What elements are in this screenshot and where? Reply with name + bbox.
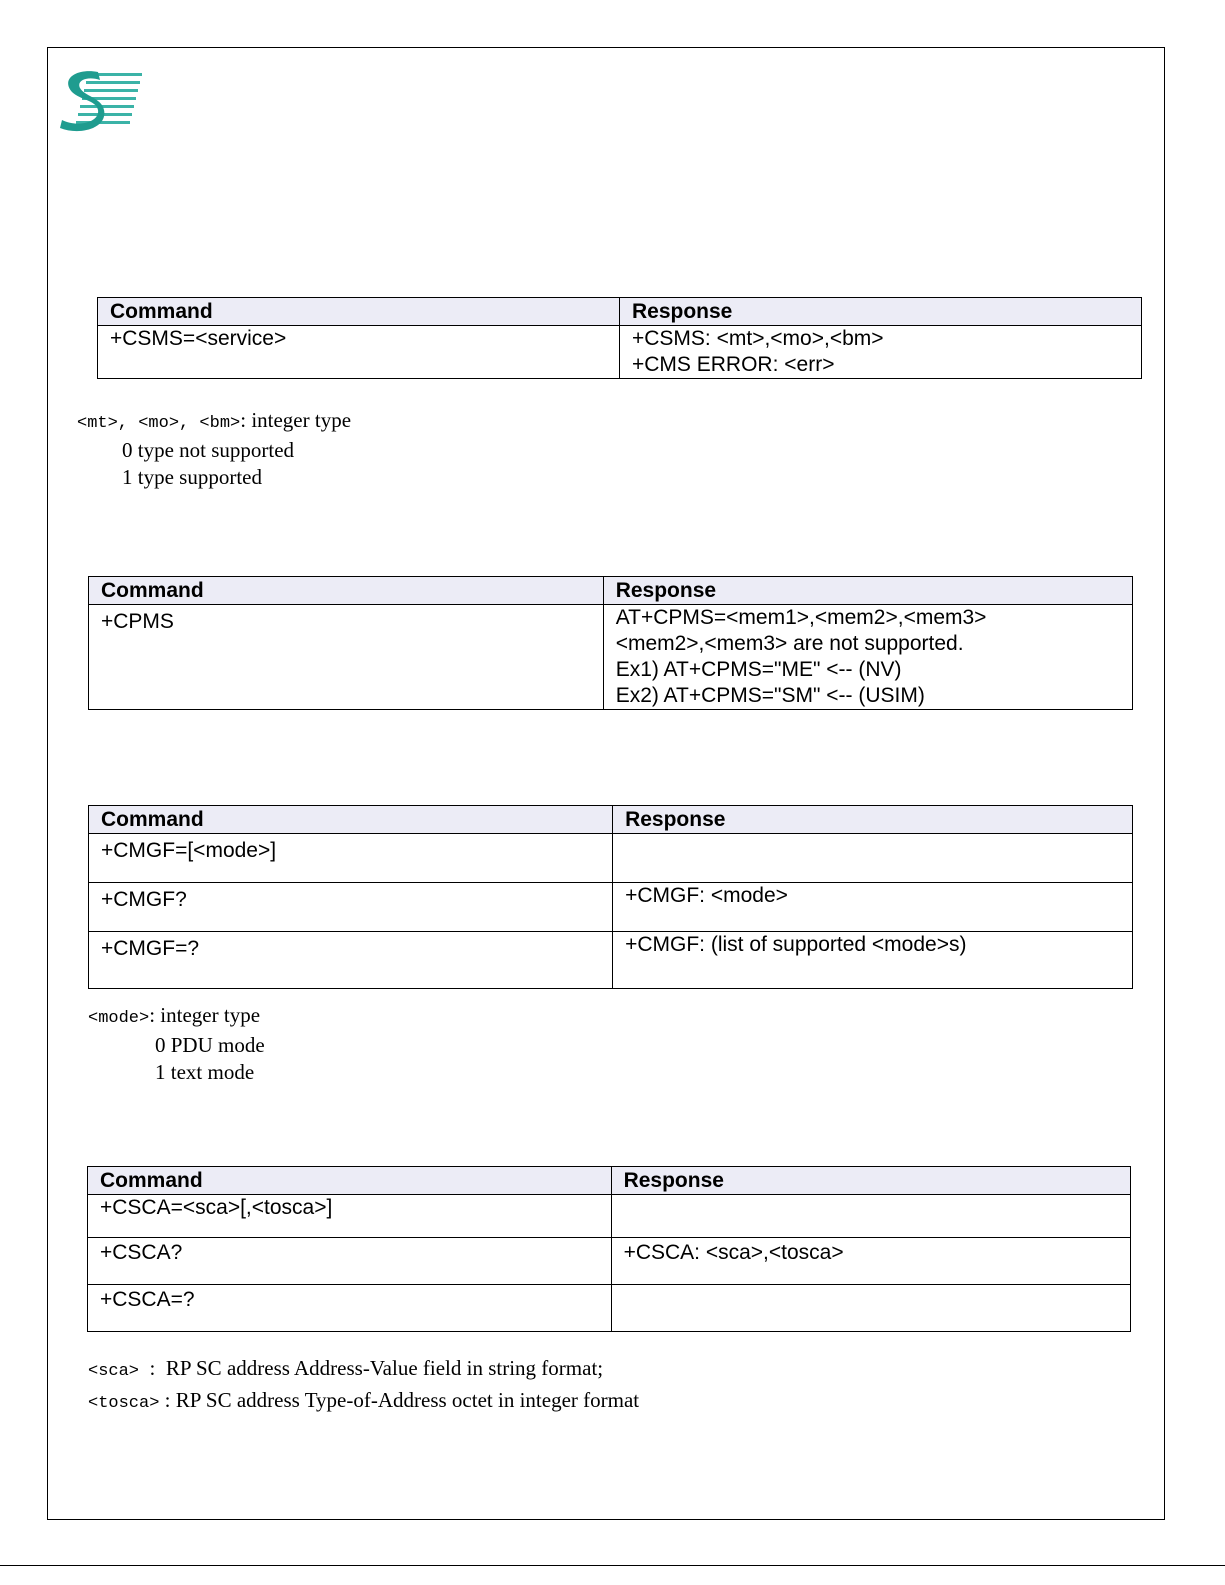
command-cell: +CSCA=<sca>[,<tosca>] [88,1195,612,1238]
value-item: 0 PDU mode [155,1033,265,1057]
csca-table [87,1166,1131,1332]
bottom-rule [0,1565,1225,1566]
param-desc: : RP SC address Type-of-Address octet in integer format [159,1388,640,1412]
value-item: 1 type supported [122,465,262,489]
param-desc: : RP SC address Address-Value field in string format; [139,1356,604,1380]
cmgf-notes [88,1002,265,1086]
command-cell: +CMGF? [89,883,613,932]
command-header: Command [89,806,613,834]
csca-notes [88,1354,639,1418]
command-cell: +CMGF=? [89,932,613,989]
table-header-row [98,298,1142,326]
table-row [89,834,1133,883]
table-header-row [88,1167,1131,1195]
command-cell: +CSCA? [88,1238,612,1285]
table-header-row [89,806,1133,834]
command-header: Command [89,577,604,605]
csms-notes [77,407,351,491]
table-row [88,1238,1131,1285]
response-header: Response [611,1167,1130,1195]
cmgf-table [88,805,1133,989]
value-item: 1 text mode [155,1060,255,1084]
response-cell: +CSCA: <sca>,<tosca> [611,1238,1130,1285]
response-cell: +CSMS: <mt>,<mo>,<bm> +CMS ERROR: <err> [620,326,1142,379]
param-desc: : integer type [149,1003,261,1027]
response-header: Response [613,806,1133,834]
param-name: <sca> [88,1362,140,1381]
response-header: Response [603,577,1132,605]
table-row [89,605,1133,710]
response-cell [613,834,1133,883]
command-cell: +CMGF=[<mode>] [89,834,613,883]
cpms-table [88,576,1133,710]
response-cell [611,1285,1130,1332]
command-header: Command [98,298,620,326]
table-row [89,883,1133,932]
param-desc: : integer type [240,408,352,432]
command-cell: +CSCA=? [88,1285,612,1332]
command-header: Command [88,1167,612,1195]
table-row [89,932,1133,989]
response-cell: AT+CPMS=<mem1>,<mem2>,<mem3> <mem2>,<mem3> are not supported. Ex1) AT+CPMS="ME" <-- (NV) Ex2) AT+CPMS="SM" <-- (USIM) [603,605,1132,710]
response-cell: +CMGF: (list of supported <mode>s) [613,932,1133,989]
company-logo [58,70,144,132]
csms-table [97,297,1142,379]
response-cell [611,1195,1130,1238]
table-row [98,326,1142,379]
command-cell: +CPMS [89,605,604,710]
response-cell: +CMGF: <mode> [613,883,1133,932]
param-name: <mt>, <mo>, <bm> [77,414,241,433]
value-item: 0 type not supported [122,438,295,462]
table-header-row [89,577,1133,605]
command-cell: +CSMS=<service> [98,326,620,379]
param-name: <mode> [88,1009,150,1028]
param-name: <tosca> [88,1394,160,1413]
table-row [88,1195,1131,1238]
table-row [88,1285,1131,1332]
response-header: Response [620,298,1142,326]
